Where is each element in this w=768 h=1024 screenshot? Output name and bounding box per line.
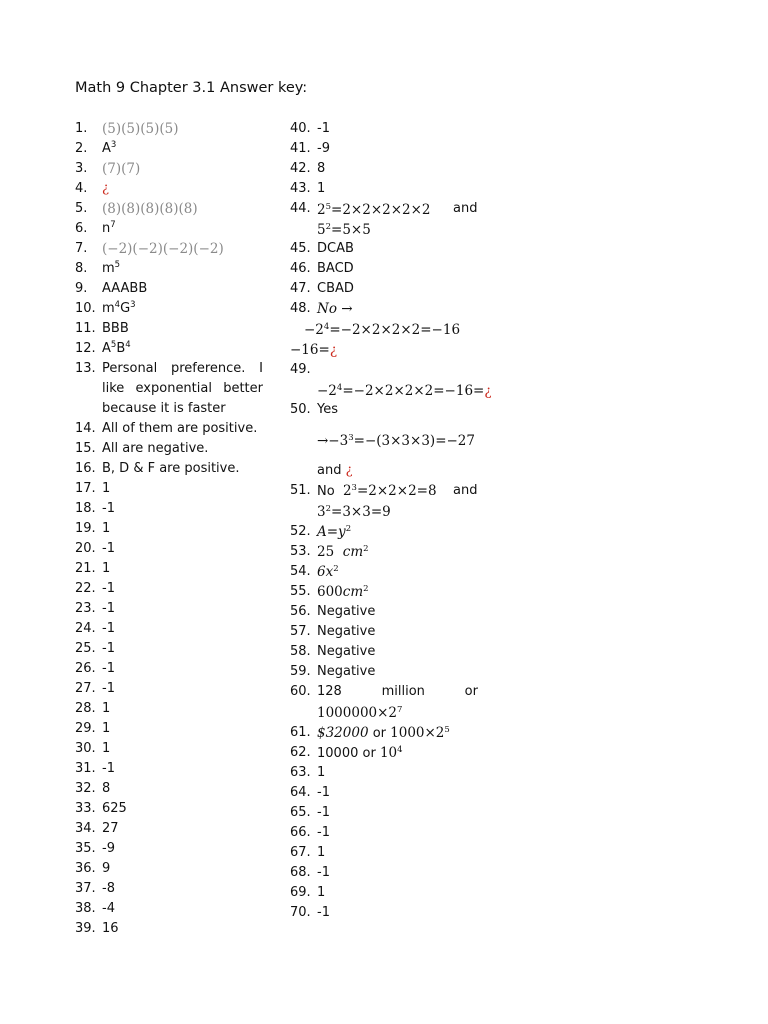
page-title: Math 9 Chapter 3.1 Answer key: <box>75 80 308 96</box>
